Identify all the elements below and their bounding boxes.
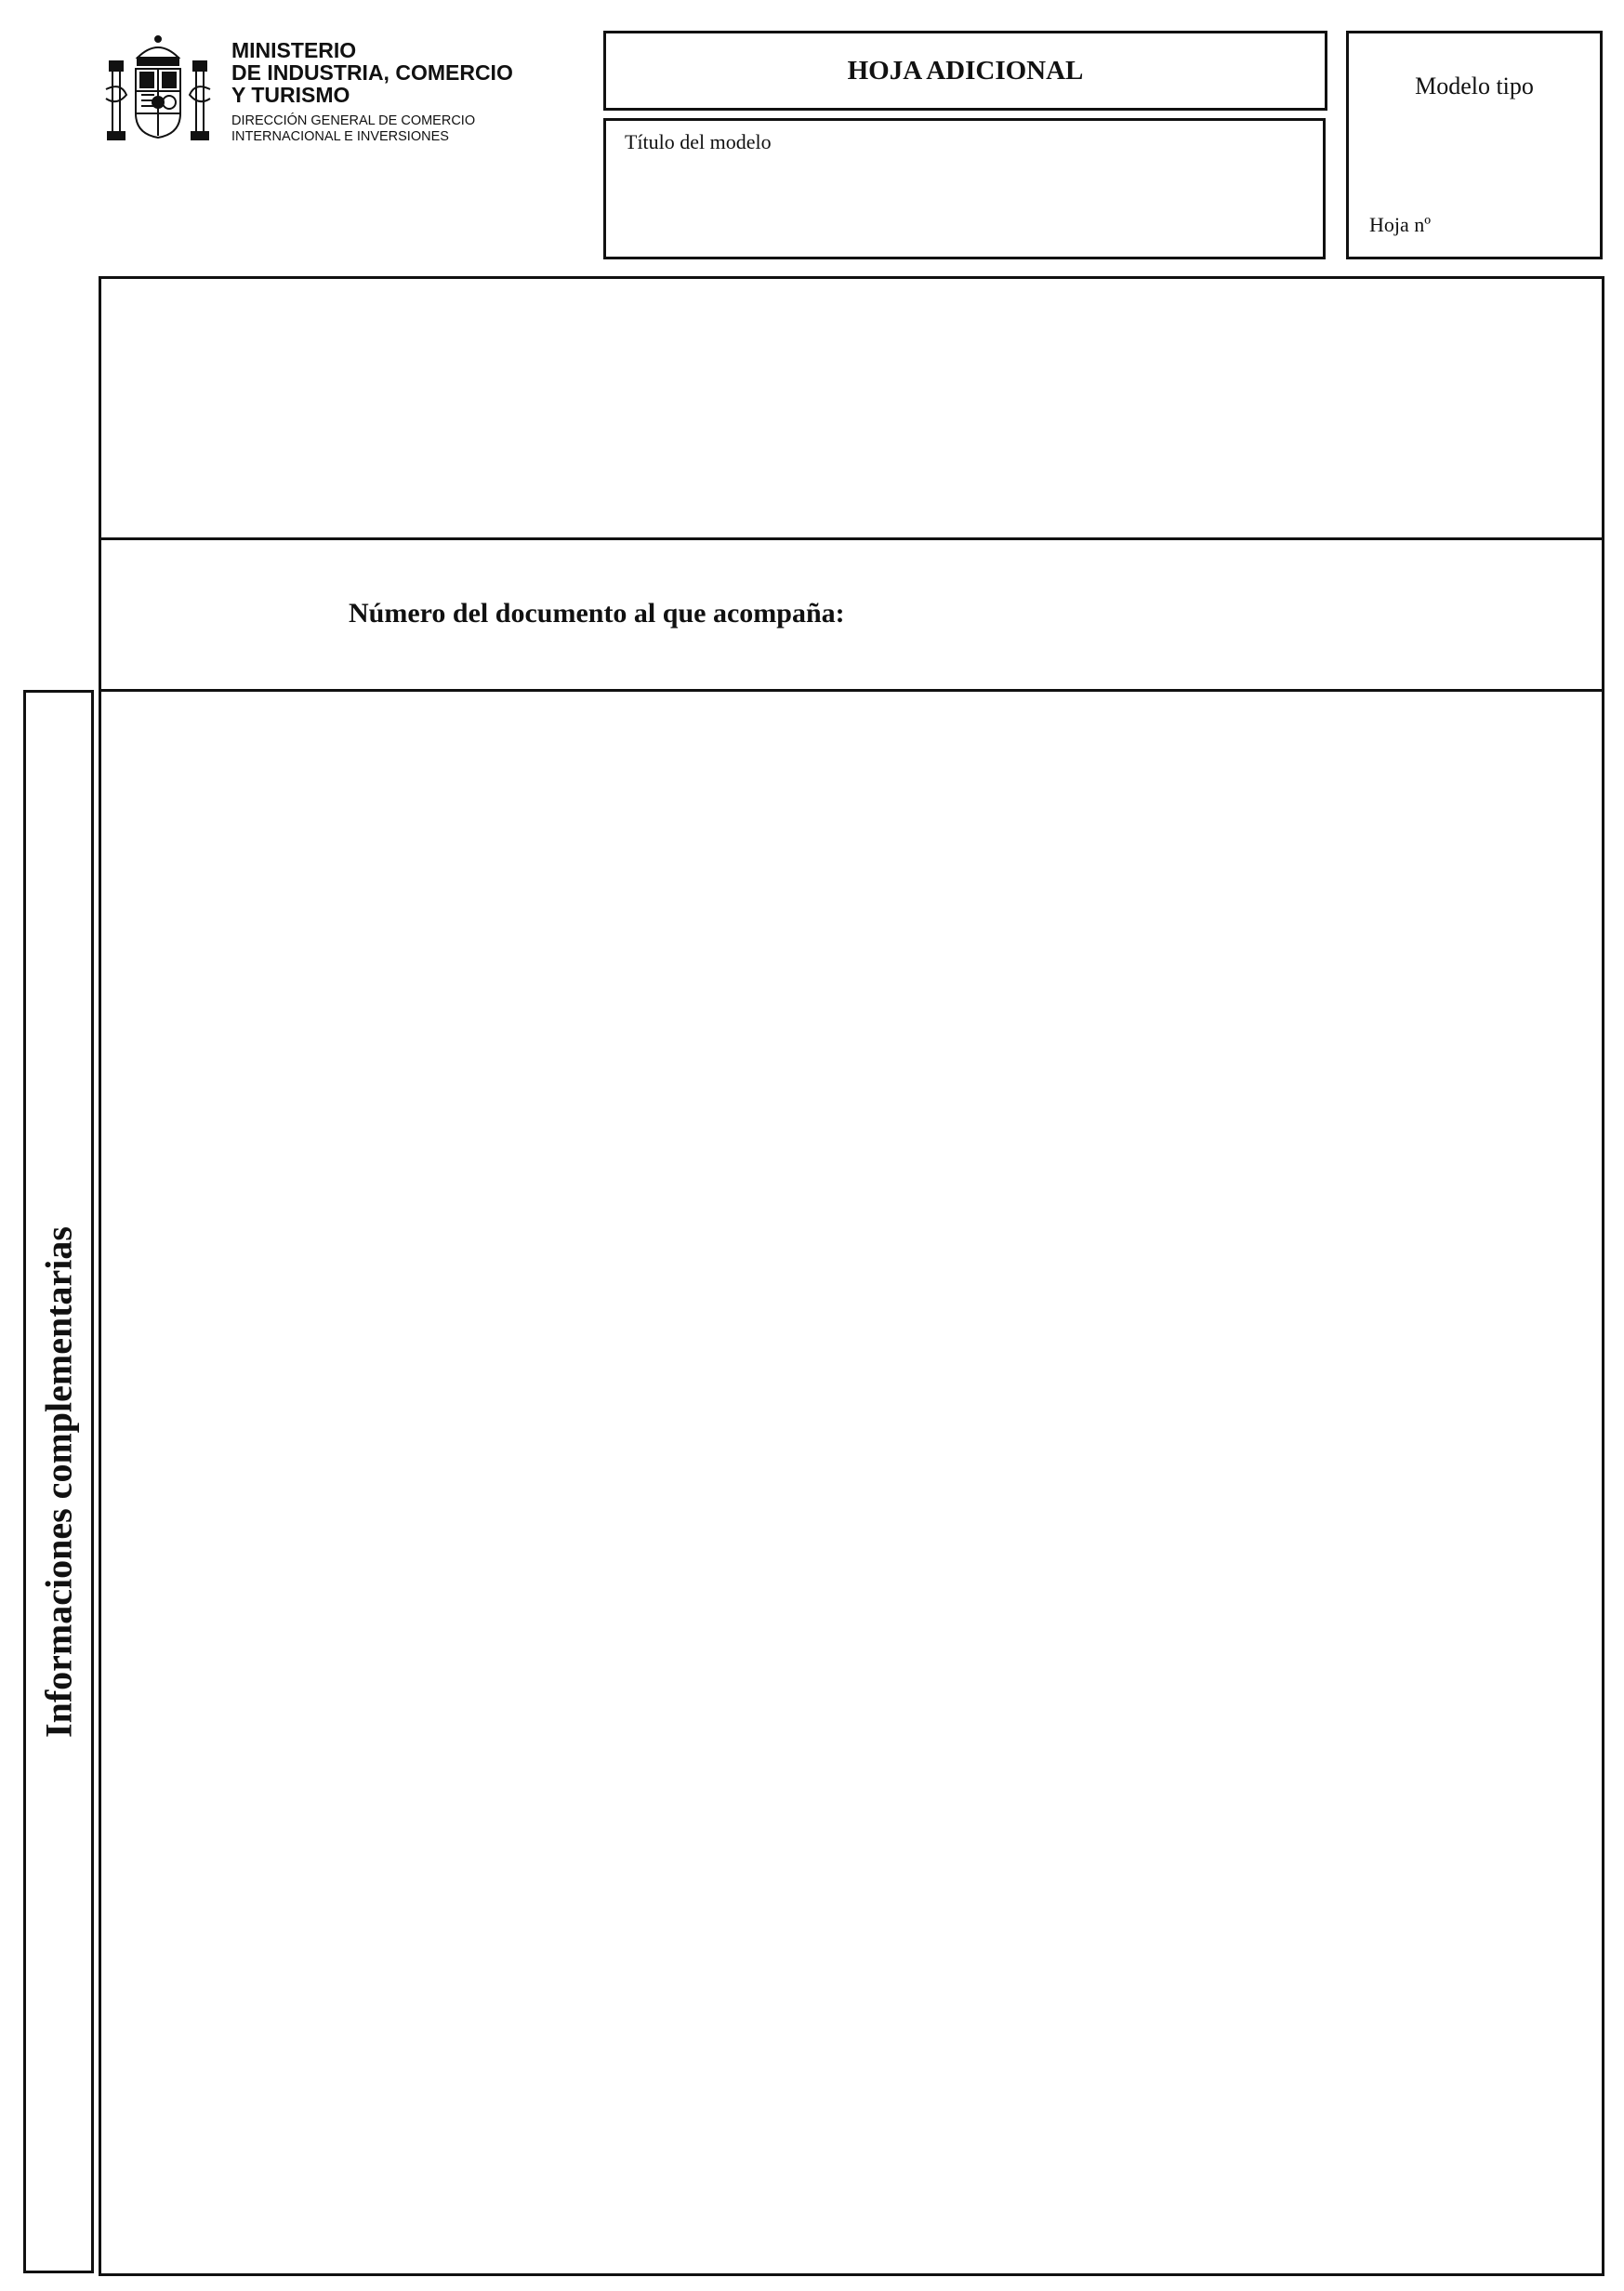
titulo-del-modelo-label: Título del modelo (625, 130, 772, 153)
direccion-general (231, 113, 475, 145)
hoja-adicional-title: HOJA ADICIONAL (847, 56, 1084, 86)
direccion-line: DIRECCIÓN GENERAL DE COMERCIO (231, 113, 476, 128)
ministry-name (231, 39, 513, 106)
numero-documento-label: Número del documento al que acompaña: (349, 598, 845, 629)
direccion-line: INTERNACIONAL E INVERSIONES (231, 129, 449, 144)
section-divider (99, 537, 1604, 540)
hoja-numero-label: Hoja nº (1369, 213, 1432, 236)
coat-of-arms-icon (102, 33, 214, 147)
informaciones-complementarias-field[interactable] (101, 692, 1602, 2273)
ministry-line: DE INDUSTRIA, COMERCIO (231, 60, 513, 85)
ministry-line: MINISTERIO (231, 38, 357, 62)
modelo-tipo-box[interactable] (1346, 31, 1603, 259)
ministry-line: Y TURISMO (231, 83, 350, 107)
upper-blank-field[interactable] (101, 279, 1602, 537)
informaciones-complementarias-label: Informaciones complementarias (37, 1225, 80, 1738)
side-label-box (23, 690, 94, 2273)
titulo-del-modelo-field[interactable] (603, 118, 1326, 259)
modelo-tipo-label: Modelo tipo (1415, 73, 1534, 99)
hoja-adicional-box (603, 31, 1327, 111)
